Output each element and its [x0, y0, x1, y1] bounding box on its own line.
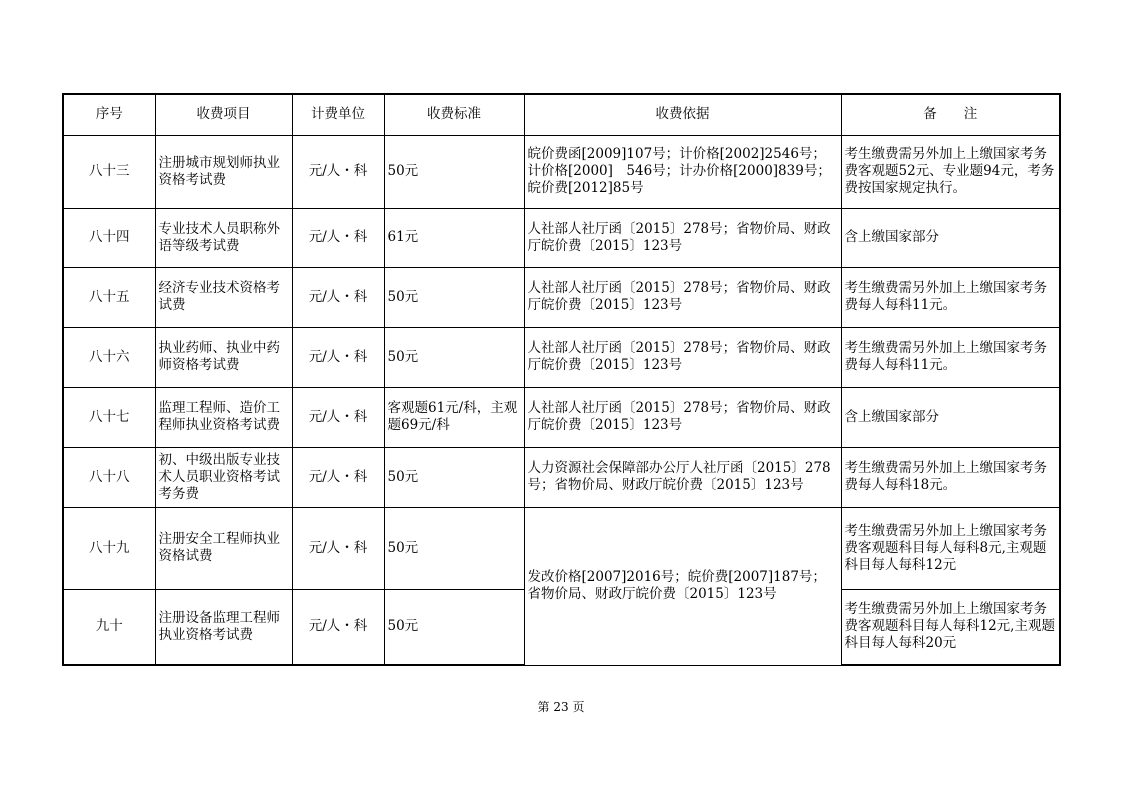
row-item: 经济专业技术资格考试费 [155, 267, 292, 327]
row-unit: 元/人・科 [292, 507, 384, 589]
header-item: 收费项目 [155, 94, 292, 135]
row-basis: 人社部人社厅函〔2015〕278号；省物价局、财政厅皖价费〔2015〕123号 [524, 267, 841, 327]
row-basis: 皖价费函[2009]107号；计价格[2002]2546号；计价格[2000] 546号；计办价格[2000]839号；皖价费[2012]85号 [524, 135, 841, 208]
row-unit: 元/人・科 [292, 327, 384, 387]
row-seq: 八十六 [63, 327, 155, 387]
row-remark: 含上缴国家部分 [841, 387, 1060, 447]
row-remark: 含上缴国家部分 [841, 208, 1060, 267]
row-basis: 人力资源社会保障部办公厅人社厅函〔2015〕278号；省物价局、财政厅皖价费〔2015〕123号 [524, 447, 841, 507]
row-seq: 八十四 [63, 208, 155, 267]
row-seq: 九十 [63, 589, 155, 665]
row-item: 监理工程师、造价工程师执业资格考试费 [155, 387, 292, 447]
row-standard: 50元 [384, 589, 524, 665]
table-body [63, 135, 1060, 665]
header-seq: 序号 [63, 94, 155, 135]
row-item: 注册设备监理工程师执业资格考试费 [155, 589, 292, 665]
header-unit: 计费单位 [292, 94, 384, 135]
row-unit: 元/人・科 [292, 447, 384, 507]
row-basis: 人社部人社厅函〔2015〕278号；省物价局、财政厅皖价费〔2015〕123号 [524, 387, 841, 447]
row-remark: 考生缴费需另外加上上缴国家考务费每人每科11元。 [841, 267, 1060, 327]
header-remark: 备 注 [841, 94, 1060, 135]
table-row [63, 327, 1060, 387]
row-unit: 元/人・科 [292, 589, 384, 665]
row-seq: 八十九 [63, 507, 155, 589]
row-standard: 50元 [384, 507, 524, 589]
row-basis: 人社部人社厅函〔2015〕278号；省物价局、财政厅皖价费〔2015〕123号 [524, 327, 841, 387]
table-row [63, 267, 1060, 327]
row-seq: 八十八 [63, 447, 155, 507]
row-unit: 元/人・科 [292, 135, 384, 208]
row-basis: 人社部人社厅函〔2015〕278号；省物价局、财政厅皖价费〔2015〕123号 [524, 208, 841, 267]
row-remark: 考生缴费需另外加上上缴国家考务费客观题科目每人每科8元,主观题科目每人每科12元 [841, 507, 1060, 589]
row-remark: 考生缴费需另外加上上缴国家考务费客观题科目每人每科12元,主观题科目每人每科20元 [841, 589, 1060, 665]
row-basis-merged: 发改价格[2007]2016号；皖价费[2007]187号；省物价局、财政厅皖价费〔2015〕123号 [524, 507, 841, 665]
row-remark: 考生缴费需另外加上上缴国家考务费每人每科11元。 [841, 327, 1060, 387]
row-item: 专业技术人员职称外语等级考试费 [155, 208, 292, 267]
page-number: 第 23 页 [537, 700, 585, 714]
table-row [63, 208, 1060, 267]
row-seq: 八十五 [63, 267, 155, 327]
row-unit: 元/人・科 [292, 267, 384, 327]
table-row [63, 387, 1060, 447]
header-row [63, 94, 1060, 135]
row-standard: 50元 [384, 135, 524, 208]
row-standard: 50元 [384, 267, 524, 327]
row-item: 初、中级出版专业技术人员职业资格考试考务费 [155, 447, 292, 507]
row-unit: 元/人・科 [292, 208, 384, 267]
table-row [63, 507, 1060, 589]
row-standard: 客观题61元/科，主观题69元/科 [384, 387, 524, 447]
table-header [63, 94, 1060, 135]
row-seq: 八十三 [63, 135, 155, 208]
row-item: 注册安全工程师执业资格试费 [155, 507, 292, 589]
table-row [63, 447, 1060, 507]
row-item: 执业药师、执业中药师资格考试费 [155, 327, 292, 387]
header-basis: 收费依据 [524, 94, 841, 135]
table-row [63, 135, 1060, 208]
row-standard: 61元 [384, 208, 524, 267]
row-standard: 50元 [384, 327, 524, 387]
row-seq: 八十七 [63, 387, 155, 447]
row-unit: 元/人・科 [292, 387, 384, 447]
row-remark: 考生缴费需另外加上上缴国家考务费每人每科18元。 [841, 447, 1060, 507]
fee-table [62, 93, 1061, 666]
row-remark: 考生缴费需另外加上上缴国家考务费客观题52元、专业题94元，考务费按国家规定执行。 [841, 135, 1060, 208]
row-standard: 50元 [384, 447, 524, 507]
row-item: 注册城市规划师执业资格考试费 [155, 135, 292, 208]
header-standard: 收费标准 [384, 94, 524, 135]
